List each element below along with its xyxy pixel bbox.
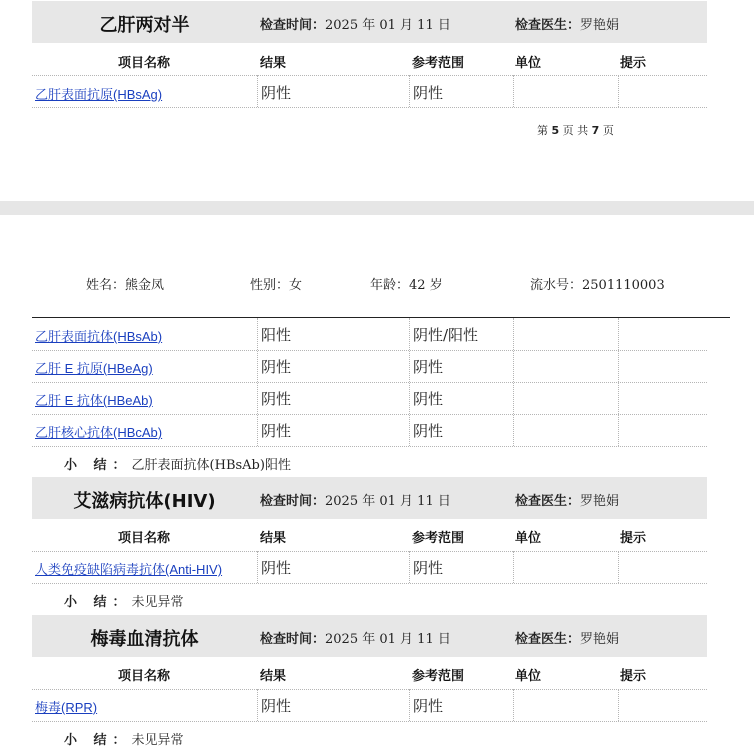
- col-divider: [618, 318, 619, 446]
- exam-time: 检查时间：2025 年 01 月 11 日: [260, 632, 451, 647]
- exam-doctor: 检查医生：罗艳娟: [515, 18, 620, 33]
- col-header-result: 结果: [260, 669, 287, 684]
- col-divider: [513, 689, 514, 721]
- section-summary: 小 结：乙肝表面抗体(HBsAb)阳性: [64, 458, 291, 473]
- col-header-unit: 单位: [515, 531, 542, 546]
- col-header-range: 参考范围: [412, 56, 465, 71]
- item-name-link[interactable]: 乙肝表面抗原(HBsAg): [35, 87, 163, 102]
- exam-doctor: 检查医生：罗艳娟: [515, 494, 620, 509]
- col-header-result: 结果: [260, 531, 287, 546]
- row-divider: [32, 382, 707, 383]
- section-title: 艾滋病抗体(HIV): [73, 491, 216, 512]
- col-header-unit: 单位: [515, 56, 542, 71]
- col-divider: [618, 75, 619, 107]
- row-divider: [32, 414, 707, 415]
- col-header-name: 项目名称: [118, 531, 171, 546]
- col-header-hint: 提示: [620, 56, 647, 71]
- row-divider: [32, 350, 707, 351]
- row-divider: [32, 446, 707, 447]
- col-divider: [513, 551, 514, 583]
- row-divider: [32, 721, 707, 722]
- col-header-result: 结果: [260, 56, 287, 71]
- page-break: [0, 201, 754, 215]
- col-header-range: 参考范围: [412, 669, 465, 684]
- col-header-hint: 提示: [620, 531, 647, 546]
- item-result: 阴性: [261, 697, 292, 715]
- item-name-link[interactable]: 梅毒(RPR): [35, 700, 98, 715]
- item-range: 阴性: [413, 559, 444, 577]
- header-rule: [32, 317, 730, 318]
- item-result: 阴性: [261, 422, 292, 440]
- item-name-link[interactable]: 乙肝表面抗体(HBsAb): [35, 329, 163, 344]
- patient-name: 姓名：熊金凤: [86, 278, 165, 293]
- col-header-name: 项目名称: [118, 56, 171, 71]
- col-divider: [618, 551, 619, 583]
- item-result: 阴性: [261, 390, 292, 408]
- col-divider: [409, 689, 410, 721]
- col-divider: [257, 318, 258, 446]
- item-result: 阴性: [261, 559, 292, 577]
- exam-time: 检查时间：2025 年 01 月 11 日: [260, 494, 451, 509]
- col-header-unit: 单位: [515, 669, 542, 684]
- item-range: 阴性: [413, 422, 444, 440]
- col-header-name: 项目名称: [118, 669, 171, 684]
- col-divider: [513, 318, 514, 446]
- exam-doctor: 检查医生：罗艳娟: [515, 632, 620, 647]
- exam-time: 检查时间：2025 年 01 月 11 日: [260, 18, 451, 33]
- row-divider: [32, 107, 707, 108]
- item-range: 阴性/阳性: [413, 326, 479, 344]
- section-summary: 小 结：未见异常: [64, 733, 184, 748]
- col-header-range: 参考范围: [412, 531, 465, 546]
- col-divider: [513, 75, 514, 107]
- col-divider: [618, 689, 619, 721]
- row-divider: [32, 689, 707, 690]
- section-summary: 小 结：未见异常: [64, 595, 184, 610]
- item-range: 阴性: [413, 697, 444, 715]
- item-result: 阴性: [261, 84, 292, 102]
- item-result: 阴性: [261, 358, 292, 376]
- item-range: 阴性: [413, 390, 444, 408]
- item-name-link[interactable]: 乙肝核心抗体(HBcAb): [35, 425, 163, 440]
- col-divider: [257, 689, 258, 721]
- item-name-link[interactable]: 乙肝 E 抗体(HBeAb): [35, 393, 153, 408]
- item-range: 阴性: [413, 84, 444, 102]
- item-range: 阴性: [413, 358, 444, 376]
- item-name-link[interactable]: 乙肝 E 抗原(HBeAg): [35, 361, 153, 376]
- page-number: 第 5 页 共 7 页: [537, 124, 614, 137]
- row-divider: [32, 551, 707, 552]
- item-name-link[interactable]: 人类免疫缺陷病毒抗体(Anti-HIV): [35, 562, 223, 577]
- row-divider: [32, 75, 707, 76]
- row-divider: [32, 583, 707, 584]
- patient-age: 年龄：42 岁: [370, 278, 443, 293]
- col-divider: [409, 318, 410, 446]
- section-title: 梅毒血清抗体: [90, 629, 199, 650]
- section-title: 乙肝两对半: [99, 15, 190, 36]
- col-header-hint: 提示: [620, 669, 647, 684]
- patient-serial: 流水号：2501110003: [530, 278, 665, 293]
- col-divider: [409, 551, 410, 583]
- col-divider: [409, 75, 410, 107]
- col-divider: [257, 551, 258, 583]
- item-result: 阳性: [261, 326, 292, 344]
- patient-sex: 性别：女: [250, 278, 303, 293]
- col-divider: [257, 75, 258, 107]
